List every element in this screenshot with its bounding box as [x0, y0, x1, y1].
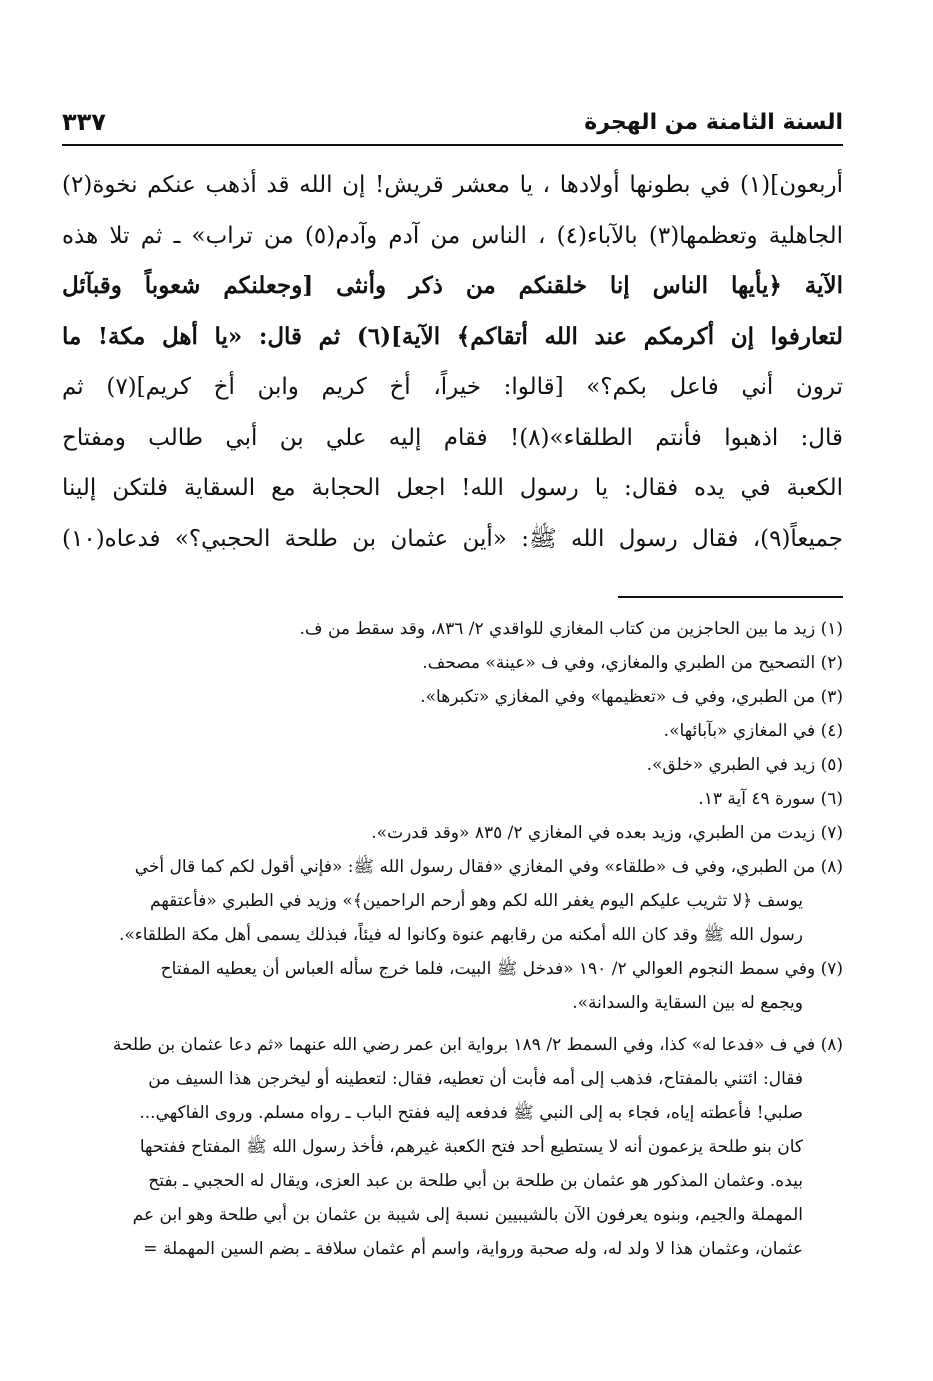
footnote-line: (٢) التصحيح من الطبري والمغازي، وفي ف «عينة» مصحف. — [422, 653, 843, 673]
footnote-line: (١) زيد ما بين الحاجزين من كتاب المغازي للواقدي ٢/ ٨٣٦، وقد سقط من ف. — [299, 619, 843, 639]
footnotes — [62, 612, 843, 1266]
footnote-line: (٨) في ف «فدعا له» كذا، وفي السمط ٢/ ١٨٩ برواية ابن عمر رضي الله عنهما «ثم دعا عثمان بن طلحة — [112, 1035, 843, 1055]
footnote-7 — [62, 816, 843, 850]
footnote-line: بيده. وعثمان المذكور هو عثمان بن طلحة بن أبي طلحة بن عبد العزى، ويقال له الحجبي ـ بفتح — [148, 1171, 803, 1191]
main-text — [62, 160, 843, 564]
text-line: لتعارفوا إن أكرمكم عند الله أتقاكم﴾ الآية](٦) ثم قال: «يا أهل مكة! ما — [62, 322, 843, 350]
footnote-line: (٣) من الطبري، وفي ف «تعظيمها» وفي المغازي «تكبرها». — [420, 687, 843, 707]
footnote-6 — [62, 782, 843, 816]
page-header — [62, 100, 843, 146]
text-line: أربعون](١) في بطونها أولادها ، يا معشر قريش! إن الله قد أذهب عنكم نخوة(٢) — [62, 172, 843, 198]
text-line: قال: اذهبوا فأنتم الطلقاء»(٨)! فقام إليه علي بن أبي طالب ومفتاح — [62, 424, 843, 451]
text-line: ترون أني فاعل بكم؟» [قالوا: خيراً، أخ كريم وابن أخ كريم](٧) ثم — [62, 374, 843, 400]
footnote-line: صلبي! فأعطته إياه، فجاء به إلى النبي ﷺ فدفعه إليه ففتح الباب ـ رواه مسلم. وروى الفاكهي... — [139, 1103, 803, 1123]
footnote-3 — [62, 680, 843, 714]
footnote-line: (٤) في المغازي «بآبائها». — [663, 721, 843, 741]
footnote-2 — [62, 646, 843, 680]
text-line: الآية ﴿يأيها الناس إنا خلقنكم من ذكر وأنثى [وجعلنكم شعوباً وقبآئل — [62, 272, 843, 299]
footnote-line: (٥) زيد في الطبري «خلق». — [646, 755, 843, 775]
text-line: الكعبة في يده فقال: يا رسول الله! اجعل الحجابة مع السقاية فلتكن إلينا — [62, 475, 843, 501]
footnote-line: فقال: ائتني بالمفتاح، فذهب إلى أمه فأبت أن تعطيه، فقال: لتعطينه أو ليخرجن هذا السيف من — [148, 1069, 803, 1089]
footnote-4 — [62, 714, 843, 748]
footnote-line: (٧) زيدت من الطبري، وزيد بعده في المغازي ٢/ ٨٣٥ «وقد قدرت». — [371, 823, 843, 843]
footnote-line: يوسف ﴿لا تثريب عليكم اليوم يغفر الله لكم وهو أرحم الراحمين﴾» وزيد في الطبري «فأعتقهم — [150, 891, 803, 911]
footnote-8 — [62, 850, 843, 952]
text-line: جميعاً(٩)، فقال رسول الله ﷺ: «أين عثمان بن طلحة الحجبي؟» فدعاه(١٠) — [62, 525, 843, 552]
text-line: الجاهلية وتعظمها(٣) بالآباء(٤) ، الناس من آدم وآدم(٥) من تراب» ـ ثم تلا هذه — [62, 222, 843, 249]
footnote-line: (٦) سورة ٤٩ آية ١٣. — [698, 789, 843, 809]
footnote-line: رسول الله ﷺ وقد كان الله أمكنه من رقابهم عنوة وكانوا له فيئاً، فبذلك يسمى أهل مكة الطلقاء». — [118, 925, 803, 945]
footnote-separator — [618, 596, 843, 598]
footnote-line: المهملة والجيم، وبنوه يعرفون الآن بالشيبيين نسبة إلى شيبة بن عثمان بن أبي طلحة وهو ابن عم — [132, 1205, 803, 1225]
footnote-1 — [62, 612, 843, 646]
footnote-line: عثمان، وعثمان هذا لا ولد له، وله صحبة ورواية، واسم أم عثمان سلافة ـ بضم السين المهملة = — [143, 1239, 803, 1259]
footnote-line: كان بنو طلحة يزعمون أنه لا يستطيع أحد فتح الكعبة غيرهم، فأخذ رسول الله ﷺ المفتاح ففتحها — [139, 1137, 803, 1157]
footnote-5 — [62, 748, 843, 782]
footnote-line: (٨) من الطبري، وفي ف «طلقاء» وفي المغازي «فقال رسول الله ﷺ: «فإني أقول لكم كما قال أخي — [134, 857, 843, 877]
footnote-10 — [62, 1028, 843, 1266]
page-number: ٣٣٧ — [62, 108, 106, 136]
running-title: السنة الثامنة من الهجرة — [584, 109, 843, 135]
footnote-line: (٧) وفي سمط النجوم العوالي ٢/ ١٩٠ «فدخل ﷺ البيت، فلما خرج سأله العباس أن يعطيه المفتاح — [160, 959, 843, 979]
footnote-9 — [62, 952, 843, 1020]
footnote-line: ويجمع له بين السقاية والسدانة». — [572, 993, 803, 1013]
